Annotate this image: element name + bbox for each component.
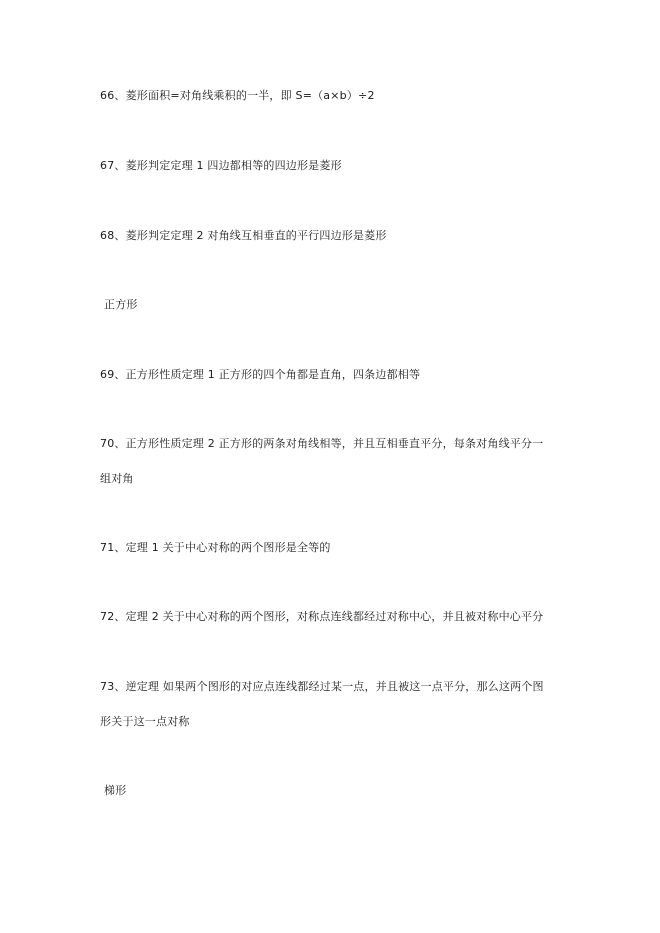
theorem-73-continued: 形关于这一点对称 [100, 715, 190, 728]
theorem-69: 69、正方形性质定理 1 正方形的四个角都是直角，四条边都相等 [100, 368, 421, 381]
theorem-68: 68、菱形判定定理 2 对角线互相垂直的平行四边形是菱形 [100, 229, 387, 242]
section-heading-trapezoid: 梯形 [104, 784, 127, 797]
theorem-73: 73、逆定理 如果两个图形的对应点连线都经过某一点，并且被这一点平分，那么这两个图 [100, 680, 544, 693]
theorem-70: 70、正方形性质定理 2 正方形的两条对角线相等，并且互相垂直平分，每条对角线平分一 [100, 437, 544, 450]
section-heading-square: 正方形 [104, 298, 138, 311]
theorem-72: 72、定理 2 关于中心对称的两个图形，对称点连线都经过对称中心，并且被对称中心平分 [100, 610, 544, 623]
theorem-71: 71、定理 1 关于中心对称的两个图形是全等的 [100, 541, 331, 554]
theorem-66: 66、菱形面积=对角线乘积的一半，即 S=（a×b）÷2 [100, 89, 375, 102]
theorem-67: 67、菱形判定定理 1 四边都相等的四边形是菱形 [100, 159, 342, 172]
theorem-70-continued: 组对角 [100, 472, 134, 485]
